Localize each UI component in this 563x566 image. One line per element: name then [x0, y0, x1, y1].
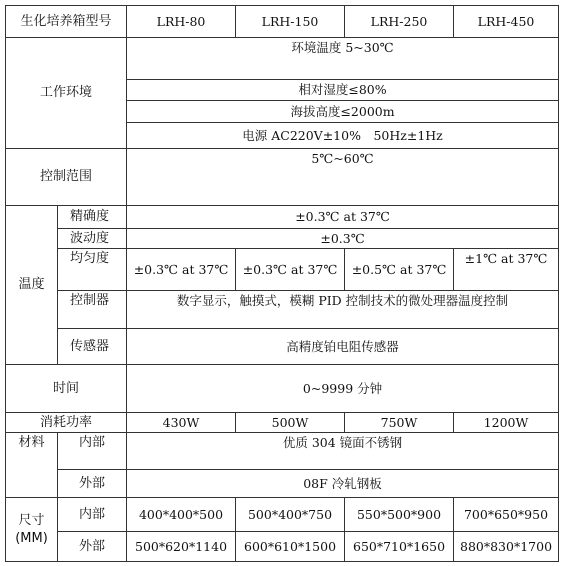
table-row-size-inner [6, 498, 559, 532]
sensor-value: 高精度铂电阻传感器 [127, 329, 559, 365]
time-label: 时间 [6, 365, 127, 413]
env-temperature: 环境温度 5~30℃ [127, 38, 559, 80]
size-label [6, 498, 58, 562]
power-consumption-label: 消耗功率 [6, 413, 127, 433]
table-row-env-temp [6, 38, 559, 80]
table-row-fluctuation [6, 229, 559, 249]
table-row-sensor [6, 329, 559, 365]
uniformity-lrh-150: ±0.3℃ at 37℃ [236, 249, 345, 291]
size-outer-lrh-80: 500*620*1140 [127, 532, 236, 562]
time-value: 0~9999 分钟 [127, 365, 559, 413]
env-power: 电源 AC220V±10% 50Hz±1Hz [127, 123, 559, 149]
size-outer-lrh-150: 600*610*1500 [236, 532, 345, 562]
model-label: 生化培养箱型号 [6, 6, 127, 38]
table-row-control-range [6, 149, 559, 206]
size-outer-label: 外部 [58, 532, 127, 562]
size-inner-lrh-250: 550*500*900 [345, 498, 454, 532]
material-inner-label: 内部 [58, 433, 127, 470]
uniformity-lrh-80: ±0.3℃ at 37℃ [127, 249, 236, 291]
temperature-label: 温度 [6, 206, 58, 365]
table-row-time [6, 365, 559, 413]
material-inner-value: 优质 304 镜面不锈钢 [127, 433, 559, 470]
fluctuation-label: 波动度 [58, 229, 127, 249]
spec-table [5, 5, 559, 562]
accuracy-value: ±0.3℃ at 37℃ [127, 206, 559, 229]
table-row-material-outer [6, 470, 559, 498]
table-row-material-inner [6, 433, 559, 470]
model-lrh-80: LRH-80 [127, 6, 236, 38]
model-lrh-250: LRH-250 [345, 6, 454, 38]
power-lrh-450: 1200W [454, 413, 559, 433]
uniformity-label: 均匀度 [58, 249, 127, 291]
power-lrh-250: 750W [345, 413, 454, 433]
size-unit: (MM) [15, 530, 48, 546]
size-outer-lrh-250: 650*710*1650 [345, 532, 454, 562]
model-lrh-450: LRH-450 [454, 6, 559, 38]
env-altitude: 海拔高度≤2000m [127, 101, 559, 123]
uniformity-lrh-450: ±1℃ at 37℃ [454, 249, 559, 291]
table-row-controller [6, 291, 559, 329]
accuracy-label: 精确度 [58, 206, 127, 229]
uniformity-lrh-250: ±0.5℃ at 37℃ [345, 249, 454, 291]
environment-label: 工作环境 [6, 38, 127, 149]
table-row-uniformity [6, 249, 559, 291]
table-row-size-outer [6, 532, 559, 562]
size-inner-lrh-450: 700*650*950 [454, 498, 559, 532]
sensor-label: 传感器 [58, 329, 127, 365]
table-row-accuracy [6, 206, 559, 229]
env-humidity: 相对湿度≤80% [127, 80, 559, 101]
control-range-value: 5℃~60℃ [127, 149, 559, 206]
material-label: 材料 [6, 433, 58, 498]
power-lrh-80: 430W [127, 413, 236, 433]
table-row-power [6, 413, 559, 433]
power-lrh-150: 500W [236, 413, 345, 433]
model-lrh-150: LRH-150 [236, 6, 345, 38]
controller-value: 数字显示，触摸式，模糊 PID 控制技术的微处理器温度控制 [127, 291, 559, 329]
control-range-label: 控制范围 [6, 149, 127, 206]
controller-label: 控制器 [58, 291, 127, 329]
size-inner-label: 内部 [58, 498, 127, 532]
material-outer-label: 外部 [58, 470, 127, 498]
table-row-header [6, 6, 559, 38]
size-inner-lrh-150: 500*400*750 [236, 498, 345, 532]
size-outer-lrh-450: 880*830*1700 [454, 532, 559, 562]
size-inner-lrh-80: 400*400*500 [127, 498, 236, 532]
material-outer-value: 08F 冷轧钢板 [127, 470, 559, 498]
fluctuation-value: ±0.3℃ [127, 229, 559, 249]
size-label-text: 尺寸 [18, 512, 45, 528]
